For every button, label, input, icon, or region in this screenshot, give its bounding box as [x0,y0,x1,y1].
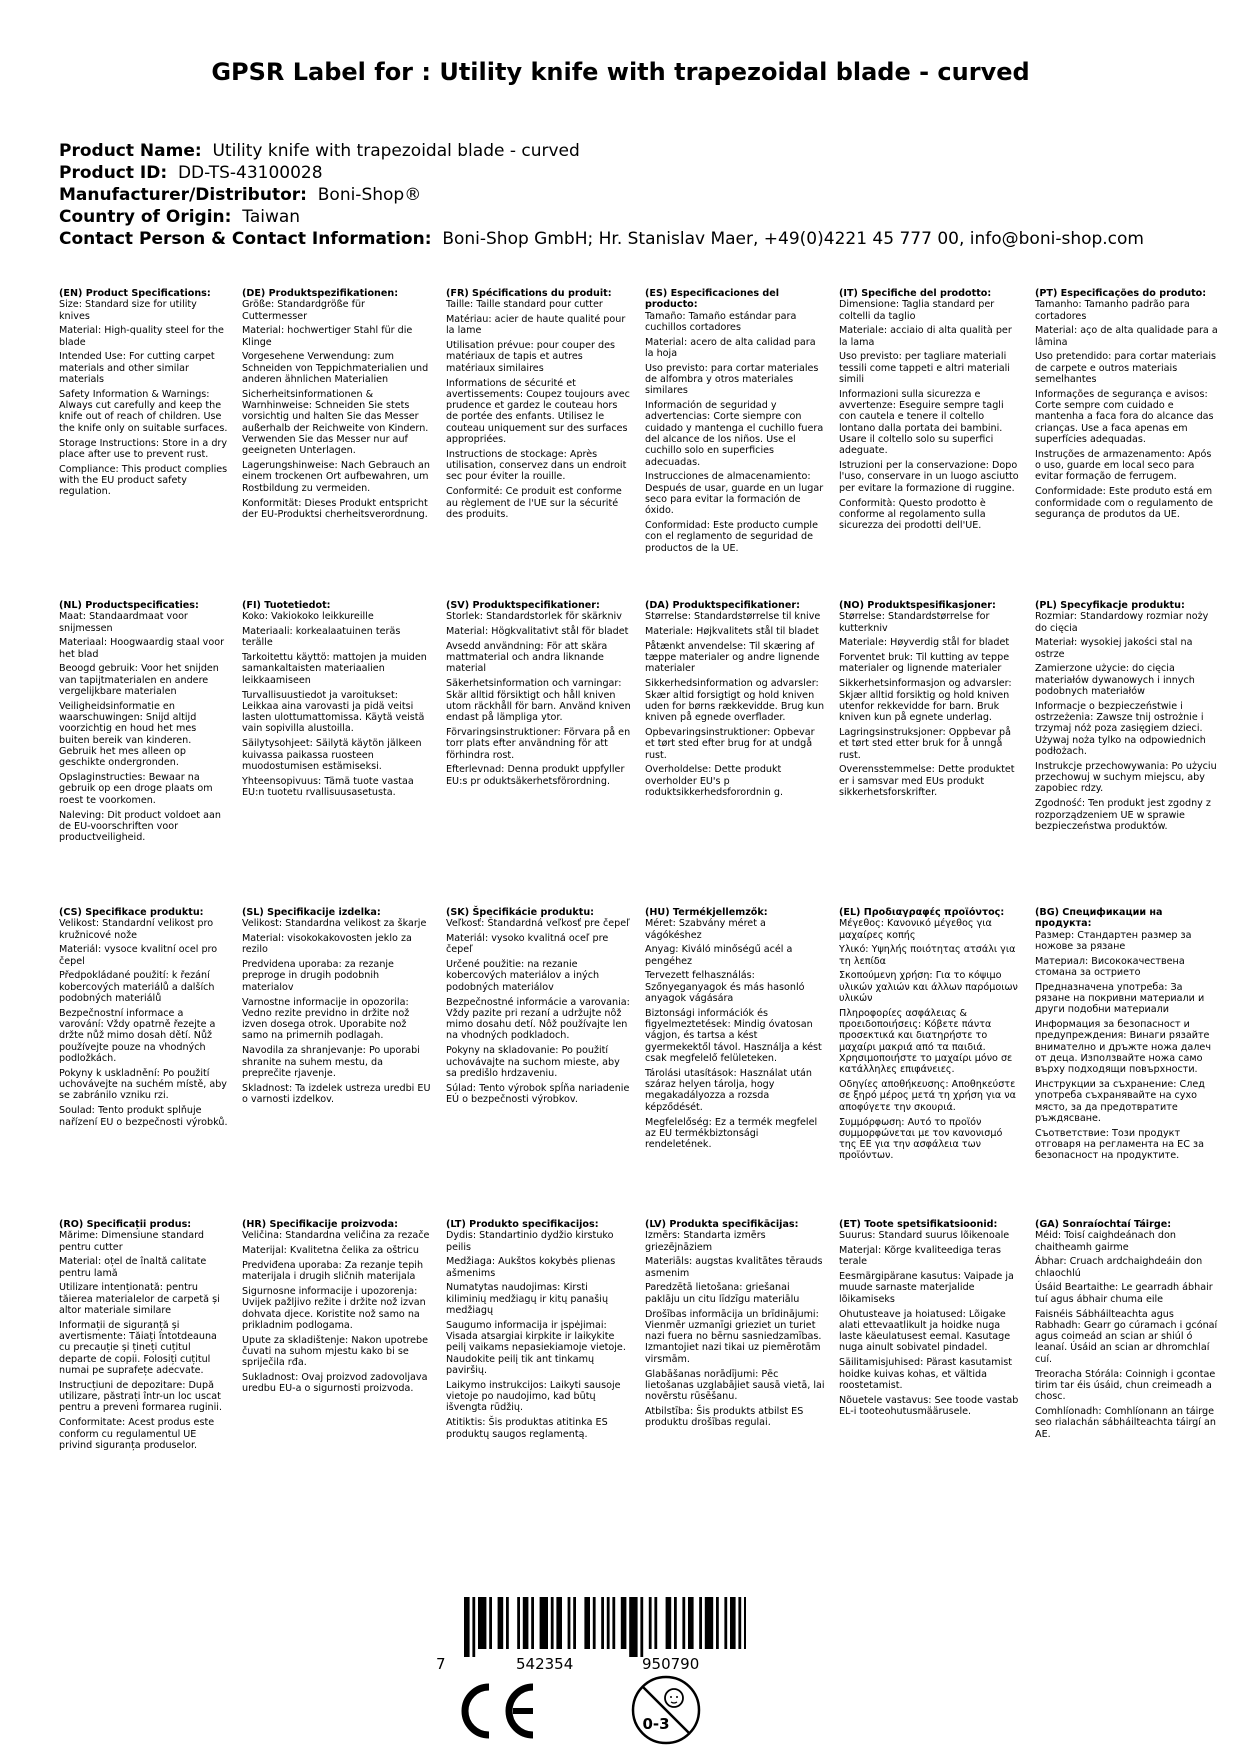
barcode-bar [688,1597,694,1649]
spec-paragraph: Säilytysohjeet: Säilytä käytön jälkeen kuivassa paikassa ruosteen muodostumisen estämiseksi. [242,738,422,772]
spec-paragraph: Méid: Toisí caighdeánach don chaitheamh gairme [1035,1230,1176,1253]
spec-paragraph: Overholdelse: Dette produkt overholder EU's p roduktsikkerhedsforordnin g. [645,764,784,798]
barcode [436,1597,746,1675]
spec-paragraph: Sukladnost: Ovaj proizvod zadovoljava uredbu EU-a o sigurnosti proizvoda. [242,1372,428,1395]
barcode-bar [573,1597,576,1649]
barcode-bar [705,1597,713,1649]
spec-paragraph: Instrukcje przechowywania: Po użyciu przechowuj w suchym miejscu, aby zapobiec rdzy. [1035,760,1217,795]
barcode-bar [640,1597,643,1657]
spec-paragraph: Velikost: Standardní velikost pro kružnicové nože [59,918,214,941]
spec-block [242,288,432,524]
barcode-bar [489,1597,492,1649]
spec-paragraph: Drošības informācija un brīdinājumi: Vienmēr uzmanīgi grieziet un turiet nazi fuera no bērnu sasniedzamības. Izmantojiet nazi tikai uz piemērotām virsmām. [645,1308,822,1365]
spec-paragraph: Efterlevnad: Denna produkt uppfyller EU:s pr oduktsäkerhetsförordning. [446,764,625,787]
spec-paragraph: Informazioni sulla sicurezza e avvertenze: Eseguire sempre tagli con cautela e tenere il coltello lontano dalla portata dei bambini. Usare il coltello solo su superfici adeguate. [839,388,1004,457]
spec-block [59,1219,229,1455]
spec-block [839,288,1022,535]
barcode-bar [464,1597,470,1657]
spec-paragraph: Konformität: Dieses Produkt entspricht der EU-Produktsi cherheitsverordnung. [242,497,428,520]
spec-block [645,907,825,1154]
barcode-bar [568,1597,571,1649]
spec-paragraph: Размер: Стандартен размер за ножове за рязане [1035,929,1192,952]
spec-paragraph: Materiał: wysokiej jakości stal na ostrze [1035,637,1193,660]
spec-paragraph: Velikost: Standardna velikost za škarje [242,918,427,930]
spec-paragraph: Úsáid Beartaithe: Le gearradh ábhair tuí agus ábhair chuma eile [1035,1282,1213,1305]
spec-paragraph: Størrelse: Standardstørrelse for kutterkniv [839,611,990,634]
product-info-label: Product ID: [59,163,168,183]
barcode-bar [612,1597,615,1649]
product-info-value: Boni-Shop GmbH; Hr. Stanislav Maer, +49(0)4221 45 777 00, info@boni-shop.com [442,229,1144,249]
spec-block [446,907,631,1109]
spec-heading: (RO) Specificații produs: [59,1219,192,1230]
spec-paragraph: Informacje o bezpieczeństwie i ostrzeżenia: Zawsze tnij ostrożnie i trzymaj nóż poza zasięgiem dzieci. Używaj noża tylko na odpowiednich podłożach. [1035,700,1206,758]
spec-block [242,1219,432,1398]
spec-paragraph: Méret: Szabvány méret a vágókéshez [645,918,766,941]
spec-paragraph: Sicherheitsinformationen & Warnhinweise: Schneiden Sie stets vorsichtig und halten Sie das Messer außerhalb der Reichweite von Kindern. Verwenden Sie das Messer nur auf geeigneten Unterlagen. [242,388,429,457]
spec-paragraph: Material: acero de alta calidad para la hoja [645,336,816,359]
barcode-bar [593,1597,596,1649]
barcode-bar [523,1597,529,1649]
spec-paragraph: Upute za skladištenje: Nakon upotrebe čuvati na suhom mjestu kako bi se spriječila rđa. [242,1334,429,1369]
spec-heading: (IT) Specifiche del prodotto: [839,288,992,299]
spec-paragraph: Lagerungshinweise: Nach Gebrauch an einem trockenen Ort aufbewahren, um Rostbildung zu vermeiden. [242,460,430,494]
spec-paragraph: Saugumo informacija ir įspėjimai: Visada atsargiai kirpkite ir laikykite peilį vaikams nepasiekiamoje vietoje. Naudokite peilį tik ant tinkamų paviršių. [446,1319,626,1377]
spec-heading: (FR) Spécifications du produit: [446,288,612,299]
spec-paragraph: Ohutusteave ja hoiatused: Lõigake alati ettevaatlikult ja hoidke nuga laste käeulatusest eemal. Kasutage nuga ainult sobivatel pindadel. [839,1308,1011,1354]
spec-paragraph: Předpokládané použití: k řezání kobercových materiálů a dalších podobných materiálů [59,970,215,1005]
spec-paragraph: Naleving: Dit product voldoet aan de EU-voorschriften voor productveiligheid. [59,809,221,844]
spec-paragraph: Συμμόρφωση: Αυτό το προϊόν συμμορφώνεται με τον κανονισμό της ΕΕ για την ασφάλεια των προϊόντων. [839,1116,1003,1162]
spec-paragraph: Nõuetele vastavus: See toode vastab EL-i tooteohutusmäärusele. [839,1394,1019,1417]
spec-heading: (PT) Especificações do produto: [1035,288,1207,299]
product-info [59,140,1219,250]
spec-block [645,1219,825,1432]
spec-paragraph: Bezpečnostní informace a varování: Vždy opatrně řezejte a držte nůž mimo dosah dětí. Nůž používejte pouze na vhodných podložkách. [59,1007,216,1065]
spec-block [1035,1219,1220,1443]
spec-paragraph: Navodila za shranjevanje: Po uporabi shranite na suhem mestu, da preprečite rjavenje. [242,1045,420,1079]
spec-paragraph: Izmērs: Standarta izmērs griezējnāziem [645,1230,766,1253]
barcode-digit-right: 950790 [642,1655,700,1673]
spec-paragraph: Instrucțiuni de depozitare: După utilizare, păstrați într-un loc uscat pentru a preveni formarea ruginii. [59,1379,222,1414]
spec-heading: (PL) Specyfikacje produktu: [1035,600,1185,611]
barcode-bar [551,1597,554,1649]
label-title: GPSR Label for : Utility knife with trapezoidal blade - curved [211,58,1030,86]
spec-heading: (FI) Tuotetiedot: [242,600,331,611]
spec-paragraph: Soulad: Tento produkt splňuje nařízení EU o bezpečnosti výrobků. [59,1105,228,1128]
spec-paragraph: Maat: Standaardmaat voor snijmessen [59,611,188,634]
spec-paragraph: Instructions de stockage: Après utilisation, conservez dans un endroit sec pour éviter la rouille. [446,448,627,483]
barcode-bar [730,1597,736,1649]
spec-paragraph: Veľkosť: Štandardná veľkosť pre čepeľ [446,918,630,930]
product-info-value: Utility knife with trapezoidal blade - curved [212,141,580,161]
spec-heading: (SK) Špecifikácie produktu: [446,907,595,918]
spec-paragraph: Material: oțel de înaltă calitate pentru lamă [59,1256,207,1279]
barcode-bar [654,1597,657,1649]
spec-paragraph: Zamierzone użycie: do cięcia materiałów dywanowych i innych podobnych materiałów [1035,663,1195,698]
spec-block [446,1219,631,1443]
barcode-bar [540,1597,548,1649]
spec-paragraph: Faisnéis Sábháilteachta agus Rabhadh: Gearr go cúramach i gcónaí agus coimeád an scian ar shiúl ó leanaí. Úsáid an scian ar dhromchlaí cuí. [1035,1308,1218,1365]
product-info-line [59,184,1219,206]
spec-paragraph: Materiale: acciaio di alta qualità per la lama [839,325,1012,348]
spec-paragraph: Conformitate: Acest produs este conform cu regulamentul UE privind siguranța produselor. [59,1417,215,1451]
spec-paragraph: Comhlíonadh: Comhlíonann an táirge seo rialachán sábháilteachta táirgí an AE. [1035,1405,1216,1440]
spec-paragraph: Tarkoitettu käyttö: mattojen ja muiden samankaltaisten materiaalien leikkaamiseen [242,652,427,686]
spec-paragraph: Rozmiar: Standardowy rozmiar noży do cięcia [1035,611,1209,634]
spec-paragraph: Tervezett felhasználás: Szőnyeganyagok és más hasonló anyagok vágására [645,970,805,1005]
barcode-bar [649,1597,652,1649]
spec-paragraph: Sikkerhedsinformation og advarsler: Skær altid forsigtigt og hold kniven uden for børns rækkevidde. Brug kun kniven på egnede overflader. [645,678,825,724]
spec-heading: (SV) Produktspecifikationer: [446,600,600,611]
spec-paragraph: Πληροφορίες ασφάλειας & προειδοποιήσεις: Κόβετε πάντα προσεκτικά και διατηρήστε το μαχαίρι μακριά από τα παιδιά. Χρησιμοποιήστε το μαχαίρι μόνο σε κατάλληλες επιφάνειες. [839,1007,1013,1076]
barcode-bar [517,1597,520,1649]
spec-heading: (HU) Termékjellemzők: [645,907,768,918]
spec-paragraph: Οδηγίες αποθήκευσης: Αποθηκεύστε σε ξηρό μέρος μετά τη χρήση για να αποφύγετε την σκουριά. [839,1079,1016,1113]
spec-heading: (LT) Produkto specifikacijos: [446,1219,599,1230]
spec-block [645,288,825,558]
spec-paragraph: Súlad: Tento výrobok spĺňa nariadenie EÚ o bezpečnosti výrobkov. [446,1082,630,1105]
spec-paragraph: Zgodność: Ten produkt jest zgodny z rozporządzeniem UE w sprawie bezpieczeństwa produktów. [1035,798,1211,832]
spec-block [1035,600,1220,836]
spec-paragraph: Storlek: Standardstorlek för skärkniv [446,611,622,623]
spec-paragraph: Материал: Висококачествена стомана за острието [1035,955,1185,978]
spec-paragraph: Forventet bruk: Til kutting av teppe materialer og lignende materialer [839,652,1010,675]
spec-paragraph: Utilizare intenționată: pentru tăierea materialelor de carpetă și altor materiale similare [59,1282,220,1317]
spec-heading: (HR) Specifikacije proizvoda: [242,1219,398,1230]
spec-paragraph: Material: aço de alta qualidade para a lâmina [1035,325,1218,348]
spec-paragraph: Eesmärgipärane kasutus: Vaipade ja muude sarnaste materjalide lõikamiseks [839,1271,1014,1305]
spec-block [446,600,631,790]
spec-paragraph: Ábhar: Cruach ardchaighdeáin don chlaochlú [1035,1256,1203,1279]
spec-paragraph: Påtænkt anvendelse: Til skæring af tæppe materialer og andre lignende materialer [645,640,820,675]
spec-block [1035,288,1220,524]
spec-paragraph: Bezpečnostné informácie a varovania: Vždy pazite pri rezaní a udržujte nôž mimo dosahu detí. Nôž používajte len na vhodných podkladoch. [446,996,630,1042]
product-info-line [59,206,1219,228]
spec-paragraph: Medžiaga: Aukštos kokybės plienas ašmenims [446,1256,616,1279]
spec-paragraph: Materiál: vysoce kvalitní ocel pro čepel [59,944,218,967]
spec-paragraph: Dydis: Standartinio dydžio kirstuko peilis [446,1230,614,1253]
age-range-label: 0-3 [642,1715,670,1733]
spec-paragraph: Uso pretendido: para cortar materiais de carpete e outros materiais semelhantes [1035,351,1217,386]
spec-paragraph: Instruções de armazenamento: Após o uso, guarde em local seco para evitar formação de ferrugem. [1035,448,1212,483]
spec-heading: (EL) Προδιαγραφές προϊόντος: [839,907,1005,918]
barcode-bar [666,1597,672,1649]
spec-block [446,288,631,524]
barcode-bar [498,1597,504,1649]
spec-paragraph: Určené použitie: na rezanie kobercových materiálov a iných podobných materiálov [446,959,600,993]
spec-paragraph: Förvaringsinstruktioner: Förvara på en torr plats efter användning för att förhindra rost. [446,726,631,761]
spec-paragraph: Intended Use: For cutting carpet materials and other similar materials [59,351,215,386]
spec-paragraph: Conformità: Questo prodotto è conforme al regolamento sulla sicurezza dei prodotti dell'UE. [839,497,986,532]
product-info-line [59,140,1219,162]
barcode-bar [584,1597,590,1649]
spec-block [59,288,229,501]
barcode-bar [621,1597,627,1649]
spec-heading: (EN) Product Specifications: [59,288,211,299]
spec-paragraph: Skladnost: Ta izdelek ustreza uredbi EU o varnosti izdelkov. [242,1082,431,1105]
spec-heading: (SL) Specifikacije izdelka: [242,907,381,918]
spec-paragraph: Opbevaringsinstruktioner: Opbevar et tørt sted efter brug for at undgå rust. [645,726,815,761]
spec-paragraph: Size: Standard size for utility knives [59,299,197,322]
spec-block [242,907,432,1109]
spec-paragraph: Avsedd användning: För att skära mattmaterial och andra liknande material [446,640,608,675]
spec-paragraph: Dimensione: Taglia standard per coltelli da taglio [839,299,995,322]
spec-paragraph: Varnostne informacije in opozorila: Vedno rezite previdno in držite nož izven dosega otrok. Uporabite nož samo na primernih podlagah. [242,996,410,1042]
spec-paragraph: Materiale: Højkvalitets stål til bladet [645,626,819,638]
spec-paragraph: Materijal: Kvalitetna čelika za oštricu [242,1245,419,1257]
spec-paragraph: Sigurnosne informacije i upozorenja: Uvijek pažljivo režite i držite nož izvan dohvata djece. Koristite nož samo na prikladnim podlogama. [242,1285,426,1331]
spec-paragraph: Taille: Taille standard pour cutter [446,299,603,311]
spec-paragraph: Предназначена употреба: За рязане на покривни материали и други подобни материали [1035,981,1205,1016]
spec-paragraph: Informații de siguranță și avertismente: Tăiați întotdeauna cu precauție și țineți cuțitul departe de copii. Folosiți cuțitul numai pe suprafețe adecvate. [59,1319,217,1377]
barcode-bar [699,1597,702,1649]
spec-paragraph: Vorgesehene Verwendung: zum Schneiden von Teppichmaterialien und anderen ähnlichen Materialien [242,351,429,386]
ce-mark-icon [453,1681,541,1741]
product-info-value: DD-TS-43100028 [177,163,323,183]
spec-heading: (LV) Produkta specifikācijas: [645,1219,799,1230]
spec-paragraph: Utilisation prévue: pour couper des matériaux de tapis et autres matériaux similaires [446,340,615,374]
barcode-bar [738,1597,741,1649]
product-info-label: Country of Origin: [59,207,232,227]
spec-block [839,600,1022,802]
spec-heading: (DE) Produktspezifikationen: [242,288,399,299]
spec-paragraph: Veličina: Standardna veličina za rezače [242,1230,430,1242]
spec-paragraph: Predvidena uporaba: za rezanje preproge in drugih podobnih materialov [242,959,394,993]
barcode-bar [607,1597,610,1649]
spec-paragraph: Material: visokokakovosten jeklo za rezilo [242,933,412,956]
spec-block [839,1219,1022,1421]
spec-heading: (NL) Productspecificaties: [59,600,199,611]
spec-paragraph: Säkerhetsinformation och varningar: Skär alltid försiktigt och håll kniven utom räckhåll för barn. Använd kniven endast på lämpliga ytor. [446,678,631,724]
spec-paragraph: Conformidad: Este producto cumple con el reglamento de seguridad de productos de la UE. [645,520,818,554]
spec-paragraph: Mărime: Dimensiune standard pentru cutter [59,1230,205,1253]
spec-paragraph: Koko: Vakiokoko leikkureille [242,611,374,623]
not-for-children-0-3-icon [630,1674,702,1746]
spec-heading: (ET) Toote spetsifikatsioonid: [839,1219,998,1230]
barcode-bar [506,1597,509,1649]
spec-paragraph: Atitiktis: Šis produktas atitinka ES produktų saugos reglamentą. [446,1417,608,1440]
spec-block [59,600,229,847]
barcode-bar [629,1597,637,1657]
product-info-label: Contact Person & Contact Information: [59,229,432,249]
spec-heading: (CS) Specifikace produktu: [59,907,204,918]
spec-paragraph: Pokyny na skladovanie: Po použití uchovávajte na suchom mieste, aby sa predišlo hrdzaveniu. [446,1045,620,1079]
product-info-value: Taiwan [242,207,301,227]
spec-paragraph: Tárolási utasítások: Használat után száraz helyen tárolja, hogy megakadályozza a rozsda képződését. [645,1067,812,1113]
spec-paragraph: Υλικό: Υψηλής ποιότητας ατσάλι για τη λεπίδα [839,944,1016,967]
spec-heading: (GA) Sonraíochtaí Táirge: [1035,1219,1172,1230]
product-info-label: Product Name: [59,141,202,161]
barcode-bar [601,1597,604,1649]
spec-paragraph: Uso previsto: para cortar materiales de alfombra y otros materiales similares [645,362,819,397]
spec-paragraph: Beoogd gebruik: Voor het snijden van tapijtmaterialen en andere vergelijkbare materialen [59,663,219,698]
spec-heading: (NO) Produktspesifikasjoner: [839,600,996,611]
spec-paragraph: Conformité: Ce produit est conforme au règlement de l'UE sur la sécurité des produits. [446,486,622,520]
barcode-bars [464,1597,746,1657]
spec-paragraph: Säilitamisjuhised: Pärast kasutamist hoidke kuivas kohas, et vältida roostetamist. [839,1357,1013,1391]
barcode-bar [682,1597,685,1649]
spec-paragraph: Atbilstība: Šis produkts atbilst ES produktu drošības regulai. [645,1405,804,1429]
spec-paragraph: Größe: Standardgröße für Cuttermesser [242,299,365,322]
spec-paragraph: Anyag: Kiváló minőségű acél a pengéhez [645,944,793,967]
spec-paragraph: Istruzioni per la conservazione: Dopo l'uso, conservare in un luogo asciutto per evitare la formazione di ruggine. [839,460,1019,494]
spec-paragraph: Informations de sécurité et avertissements: Coupez toujours avec prudence et gardez le couteau hors de portée des enfants. Utilisez le couteau uniquement sur des surfaces appropriées. [446,377,630,446]
spec-paragraph: Materiaali: korkealaatuinen teräs terälle [242,626,401,649]
spec-paragraph: Tamaño: Tamaño estándar para cuchillos cortadores [645,310,797,333]
spec-paragraph: Materiál: vysoko kvalitná oceľ pre čepeľ [446,933,609,956]
spec-paragraph: Paredzētā lietošana: griešanai paklāju un citu līdzīgu materiālu [645,1282,800,1305]
barcode-digit-first: 7 [436,1655,446,1673]
barcode-bar [478,1597,486,1649]
barcode-digit-left: 542354 [516,1655,574,1673]
spec-heading: (DA) Produktspecifikationer: [645,600,800,611]
spec-paragraph: Laikymo instrukcijos: Laikyti sausoje vietoje po naudojimo, kad būtų išvengta rūdžių. [446,1379,621,1414]
barcode-bar [716,1597,719,1649]
spec-paragraph: Pokyny k uskladnění: Po použití uchovávejte na suchém místě, aby se zabránilo vzniku rzi. [59,1067,227,1102]
spec-paragraph: Informações de segurança e avisos: Corte sempre com cuidado e mantenha a faca fora do alcance das crianças. Use a faca apenas em superfícies adequadas. [1035,388,1214,446]
spec-paragraph: Treoracha Stórála: Coinnigh i gcontae tirim tar éis úsáid, chun creimeadh a chosc. [1035,1368,1216,1403]
spec-paragraph: Numatytas naudojimas: Kirsti kiliminių medžiagų ir kitų panašių medžiagų [446,1282,609,1317]
spec-paragraph: Materiale: Høyverdig stål for bladet [839,637,1010,649]
spec-paragraph: Materiāls: augstas kvalitātes tērauds asmenim [645,1256,823,1279]
product-info-line [59,228,1219,250]
spec-paragraph: Material: High-quality steel for the blade [59,325,224,348]
spec-heading: (ES) Especificaciones del producto: [645,288,780,311]
spec-paragraph: Storage Instructions: Store in a dry place after use to prevent rust. [59,437,228,460]
spec-paragraph: Tamanho: Tamanho padrão para cortadores [1035,299,1190,322]
spec-paragraph: Σκοπούμενη χρήση: Για το κόψιμο υλικών χαλιών και άλλων παρόμοιων υλικών [839,970,1018,1005]
spec-block [645,600,825,802]
spec-paragraph: Съответствие: Този продукт отговаря на регламента на ЕС за безопасност на продуктите. [1035,1127,1204,1162]
spec-paragraph: Veiligheidsinformatie en waarschuwingen: Snijd altijd voorzichtig en houd het mes buiten bereik van kinderen. Gebruik het mes alleen op geschikte ondergronden. [59,700,197,769]
spec-paragraph: Información de seguridad y advertencias: Corte siempre con cuidado y mantenga el cuchillo fuera del alcance de los niños. Use el cuchillo solo en superficies adecuadas. [645,400,824,468]
spec-paragraph: Uso previsto: per tagliare materiali tessili come tappeti e altri materiali simili [839,351,1010,386]
barcode-bar [556,1597,562,1649]
product-info-line [59,162,1219,184]
spec-paragraph: Safety Information & Warnings: Always cut carefully and keep the knife out of reach of children. Use the knife only on suitable surfaces. [59,388,228,434]
spec-paragraph: Sikkerhetsinformasjon og advarsler: Skjær alltid forsiktig og hold kniven utenfor rekkevidde for barn. Bruk kniven kun på egnete underlag. [839,678,1012,724]
spec-block [242,600,432,802]
spec-block [59,907,229,1131]
spec-paragraph: Turvallisuustiedot ja varoitukset: Leikkaa aina varovasti ja pidä veitsi lasten ulottumattomissa. Käytä veistä vain sopivilla alustoilla. [242,689,425,735]
barcode-bar [744,1597,746,1649]
spec-paragraph: Conformidade: Este produto está em conformidade com o regulamento de segurança de produtos da UE. [1035,486,1214,520]
spec-paragraph: Yhteensopivuus: Tämä tuote vastaa EU:n tuotetu rvallisuusasetusta. [242,775,414,798]
product-info-value: Boni-Shop® [317,185,422,205]
spec-paragraph: Megfelelőség: Ez a termék megfelel az EU termékbiztonsági rendeletének. [645,1116,818,1151]
spec-paragraph: Инструкции за съхранение: След употреба съхранявайте на сухо място, за да предотвратите ръждясване. [1035,1079,1205,1125]
barcode-bar [531,1597,534,1649]
spec-block [1035,907,1220,1165]
barcode-bar [674,1597,677,1649]
spec-paragraph: Suurus: Standard suurus lõikenoale [839,1230,1010,1242]
spec-paragraph: Materiaal: Hoogwaardig staal voor het blad [59,637,225,660]
spec-paragraph: Overensstemmelse: Dette produktet er i samsvar med EUs produkt sikkerhetsforskrifter. [839,764,1015,798]
spec-paragraph: Информация за безопасност и предупреждения: Винаги рязайте внимателно и дръжте ножа далеч от деца. Използвайте ножа само върху подходящи повърхности. [1035,1019,1211,1076]
spec-block [839,907,1022,1165]
barcode-bar [724,1597,727,1649]
spec-paragraph: Μέγεθος: Κανονικό μέγεθος για μαχαίρες κοπής [839,918,992,941]
spec-paragraph: Matériau: acier de haute qualité pour la lame [446,314,626,337]
spec-paragraph: Materjal: Kõrge kvaliteediga teras terale [839,1245,1002,1268]
spec-paragraph: Biztonsági információk és figyelmeztetések: Mindig óvatosan vágjon, és tartsa a kést gyermekektől távol. Használja a kést csak megfelelő felületeken. [645,1007,822,1065]
spec-paragraph: Glabāšanas norādījumi: Pēc lietošanas uzglabājiet sausā vietā, lai novērstu rūsēšanu. [645,1368,825,1403]
product-info-label: Manufacturer/Distributor: [59,185,307,205]
spec-paragraph: Material: hochwertiger Stahl für die Klinge [242,325,413,348]
spec-paragraph: Lagringsinstruksjoner: Oppbevar på et tørt sted etter bruk for å unngå rust. [839,726,1011,761]
spec-paragraph: Predviđena uporaba: Za rezanje tepih materijala i drugih sličnih materijala [242,1259,424,1283]
spec-paragraph: Material: Högkvalitativt stål för bladet [446,626,629,638]
spec-paragraph: Instrucciones de almacenamiento: Después de usar, guarde en un lugar seco para evitar la formación de óxido. [645,471,824,517]
barcode-bar [472,1597,475,1657]
spec-heading: (BG) Спецификации на продукта: [1035,907,1163,930]
spec-paragraph: Opslaginstructies: Bewaar na gebruik op een droge plaats om roest te voorkomen. [59,772,213,806]
spec-paragraph: Compliance: This product complies with the EU product safety regulation. [59,463,228,498]
spec-paragraph: Størrelse: Standardstørrelse til knive [645,611,821,623]
